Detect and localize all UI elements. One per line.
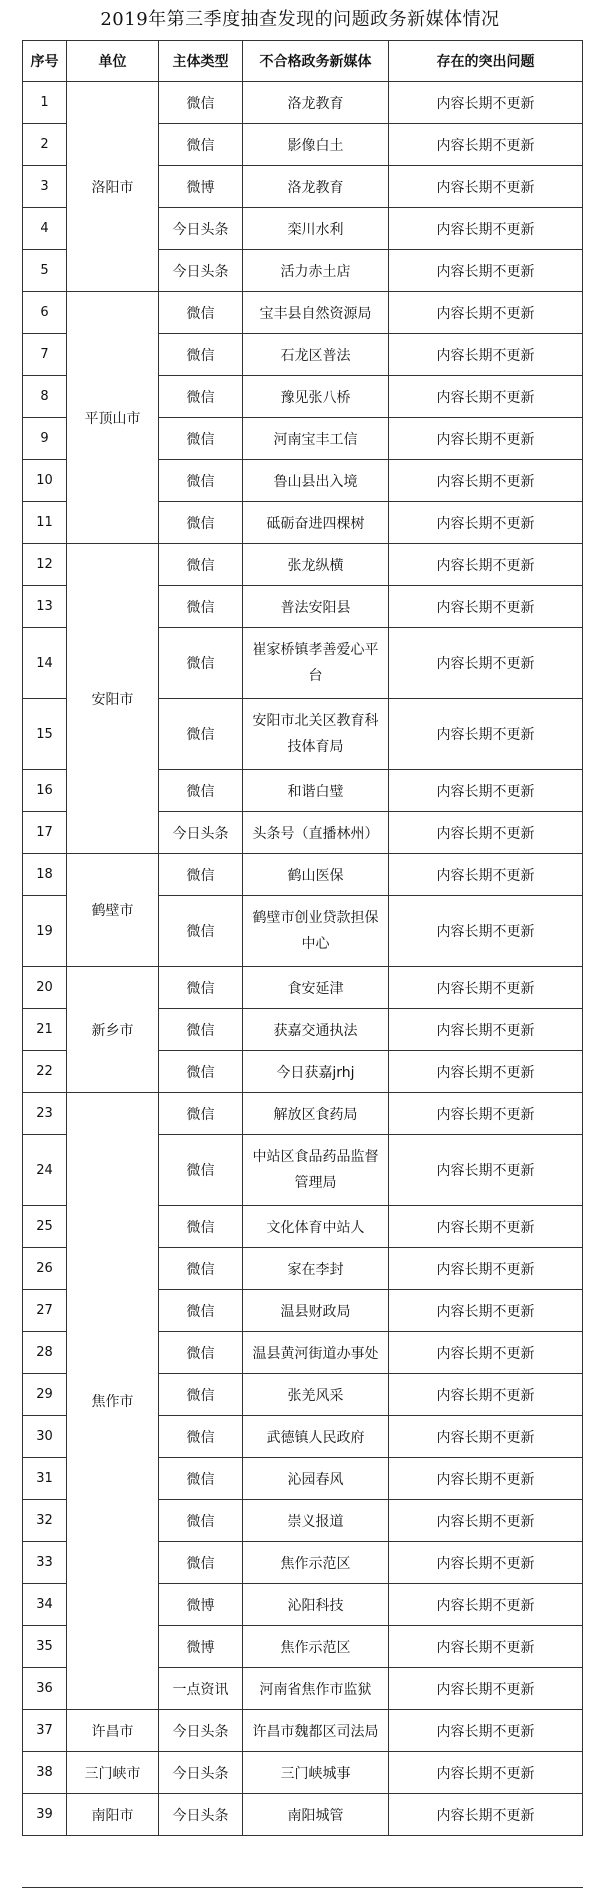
cell-no: 33	[23, 1542, 67, 1584]
cell-media: 今日获嘉jrhj	[243, 1051, 389, 1093]
cell-problem: 内容长期不更新	[389, 1135, 583, 1206]
table-row	[23, 1093, 583, 1135]
cell-no: 25	[23, 1206, 67, 1248]
cell-problem: 内容长期不更新	[389, 812, 583, 854]
cell-type: 微信	[159, 1416, 243, 1458]
cell-media: 解放区食药局	[243, 1093, 389, 1135]
cell-type: 今日头条	[159, 1794, 243, 1836]
cell-type: 微信	[159, 460, 243, 502]
cell-problem: 内容长期不更新	[389, 1290, 583, 1332]
cell-unit: 新乡市	[67, 967, 159, 1093]
cell-media: 影像白土	[243, 124, 389, 166]
cell-problem: 内容长期不更新	[389, 967, 583, 1009]
cell-problem: 内容长期不更新	[389, 460, 583, 502]
cell-type: 微信	[159, 854, 243, 896]
cell-type: 微信	[159, 699, 243, 770]
cell-type: 微信	[159, 1051, 243, 1093]
cell-problem: 内容长期不更新	[389, 82, 583, 124]
cell-type: 微博	[159, 166, 243, 208]
cell-problem: 内容长期不更新	[389, 1500, 583, 1542]
cell-problem: 内容长期不更新	[389, 292, 583, 334]
cell-media: 和谐白璧	[243, 770, 389, 812]
table-row	[23, 1794, 583, 1836]
cell-no: 38	[23, 1752, 67, 1794]
cell-no: 23	[23, 1093, 67, 1135]
cell-type: 微博	[159, 1626, 243, 1668]
cell-type: 今日头条	[159, 250, 243, 292]
cell-type: 微信	[159, 418, 243, 460]
cell-media: 沁园春风	[243, 1458, 389, 1500]
table-row	[23, 967, 583, 1009]
cell-type: 微信	[159, 502, 243, 544]
cell-problem: 内容长期不更新	[389, 1206, 583, 1248]
cell-type: 微信	[159, 1332, 243, 1374]
header-unit: 单位	[67, 41, 159, 82]
cell-type: 微信	[159, 292, 243, 334]
cell-no: 18	[23, 854, 67, 896]
table-bottom-border	[22, 1887, 583, 1888]
cell-type: 微信	[159, 1248, 243, 1290]
cell-no: 39	[23, 1794, 67, 1836]
cell-problem: 内容长期不更新	[389, 1051, 583, 1093]
cell-type: 今日头条	[159, 1752, 243, 1794]
cell-no: 26	[23, 1248, 67, 1290]
cell-media: 宝丰县自然资源局	[243, 292, 389, 334]
cell-no: 34	[23, 1584, 67, 1626]
cell-media: 鹤壁市创业贷款担保中心	[243, 896, 389, 967]
cell-no: 37	[23, 1710, 67, 1752]
header-no: 序号	[23, 41, 67, 82]
cell-type: 微信	[159, 1093, 243, 1135]
cell-no: 30	[23, 1416, 67, 1458]
cell-no: 35	[23, 1626, 67, 1668]
cell-media: 头条号（直播林州）	[243, 812, 389, 854]
cell-media: 石龙区普法	[243, 334, 389, 376]
cell-type: 微信	[159, 1542, 243, 1584]
cell-problem: 内容长期不更新	[389, 1416, 583, 1458]
cell-media: 焦作示范区	[243, 1542, 389, 1584]
cell-problem: 内容长期不更新	[389, 1374, 583, 1416]
cell-no: 12	[23, 544, 67, 586]
cell-type: 微信	[159, 586, 243, 628]
cell-media: 洛龙教育	[243, 82, 389, 124]
cell-type: 一点资讯	[159, 1668, 243, 1710]
cell-problem: 内容长期不更新	[389, 502, 583, 544]
cell-type: 微信	[159, 1374, 243, 1416]
cell-problem: 内容长期不更新	[389, 1332, 583, 1374]
cell-problem: 内容长期不更新	[389, 1458, 583, 1500]
cell-media: 武德镇人民政府	[243, 1416, 389, 1458]
cell-type: 微信	[159, 334, 243, 376]
cell-type: 微博	[159, 1584, 243, 1626]
cell-no: 36	[23, 1668, 67, 1710]
cell-no: 20	[23, 967, 67, 1009]
cell-media: 许昌市魏都区司法局	[243, 1710, 389, 1752]
cell-no: 7	[23, 334, 67, 376]
header-type: 主体类型	[159, 41, 243, 82]
cell-media: 河南宝丰工信	[243, 418, 389, 460]
cell-no: 32	[23, 1500, 67, 1542]
cell-problem: 内容长期不更新	[389, 1752, 583, 1794]
cell-problem: 内容长期不更新	[389, 896, 583, 967]
table-row	[23, 854, 583, 896]
cell-no: 21	[23, 1009, 67, 1051]
table-row	[23, 292, 583, 334]
cell-no: 16	[23, 770, 67, 812]
cell-no: 10	[23, 460, 67, 502]
cell-media: 温县黄河街道办事处	[243, 1332, 389, 1374]
cell-unit: 许昌市	[67, 1710, 159, 1752]
table-row	[23, 1752, 583, 1794]
cell-media: 文化体育中站人	[243, 1206, 389, 1248]
cell-media: 温县财政局	[243, 1290, 389, 1332]
cell-type: 微信	[159, 376, 243, 418]
cell-no: 2	[23, 124, 67, 166]
cell-unit: 三门峡市	[67, 1752, 159, 1794]
page-title: 2019年第三季度抽查发现的问题政务新媒体情况	[100, 9, 500, 30]
cell-problem: 内容长期不更新	[389, 699, 583, 770]
cell-problem: 内容长期不更新	[389, 1248, 583, 1290]
cell-type: 微信	[159, 124, 243, 166]
cell-problem: 内容长期不更新	[389, 1710, 583, 1752]
header-media: 不合格政务新媒体	[243, 41, 389, 82]
cell-no: 4	[23, 208, 67, 250]
cell-problem: 内容长期不更新	[389, 1093, 583, 1135]
cell-media: 豫见张八桥	[243, 376, 389, 418]
cell-type: 微信	[159, 896, 243, 967]
cell-unit: 安阳市	[67, 544, 159, 854]
media-table	[22, 40, 583, 1836]
cell-problem: 内容长期不更新	[389, 166, 583, 208]
cell-problem: 内容长期不更新	[389, 124, 583, 166]
cell-problem: 内容长期不更新	[389, 544, 583, 586]
cell-problem: 内容长期不更新	[389, 418, 583, 460]
cell-type: 微信	[159, 1135, 243, 1206]
cell-problem: 内容长期不更新	[389, 1794, 583, 1836]
cell-no: 11	[23, 502, 67, 544]
cell-unit: 鹤壁市	[67, 854, 159, 967]
cell-no: 1	[23, 82, 67, 124]
table-row	[23, 544, 583, 586]
cell-type: 微信	[159, 1458, 243, 1500]
cell-no: 13	[23, 586, 67, 628]
cell-type: 微信	[159, 1290, 243, 1332]
cell-no: 3	[23, 166, 67, 208]
cell-type: 微信	[159, 1009, 243, 1051]
cell-no: 14	[23, 628, 67, 699]
cell-type: 微信	[159, 770, 243, 812]
cell-no: 27	[23, 1290, 67, 1332]
cell-problem: 内容长期不更新	[389, 250, 583, 292]
cell-media: 栾川水利	[243, 208, 389, 250]
cell-media: 砥砺奋进四棵树	[243, 502, 389, 544]
cell-type: 微信	[159, 544, 243, 586]
cell-media: 洛龙教育	[243, 166, 389, 208]
cell-media: 获嘉交通执法	[243, 1009, 389, 1051]
cell-no: 17	[23, 812, 67, 854]
cell-media: 食安延津	[243, 967, 389, 1009]
cell-problem: 内容长期不更新	[389, 628, 583, 699]
cell-problem: 内容长期不更新	[389, 1542, 583, 1584]
cell-unit: 洛阳市	[67, 82, 159, 292]
cell-type: 微信	[159, 628, 243, 699]
cell-problem: 内容长期不更新	[389, 770, 583, 812]
table-header-row	[23, 41, 583, 82]
cell-no: 6	[23, 292, 67, 334]
cell-unit: 平顶山市	[67, 292, 159, 544]
cell-no: 5	[23, 250, 67, 292]
cell-problem: 内容长期不更新	[389, 1626, 583, 1668]
cell-media: 鲁山县出入境	[243, 460, 389, 502]
cell-media: 普法安阳县	[243, 586, 389, 628]
cell-type: 微信	[159, 967, 243, 1009]
cell-no: 9	[23, 418, 67, 460]
table-row	[23, 1710, 583, 1752]
cell-media: 焦作示范区	[243, 1626, 389, 1668]
cell-media: 张羌风采	[243, 1374, 389, 1416]
cell-media: 安阳市北关区教育科技体育局	[243, 699, 389, 770]
cell-media: 河南省焦作市监狱	[243, 1668, 389, 1710]
cell-media: 中站区食品药品监督管理局	[243, 1135, 389, 1206]
cell-no: 15	[23, 699, 67, 770]
cell-no: 19	[23, 896, 67, 967]
cell-media: 南阳城管	[243, 1794, 389, 1836]
cell-problem: 内容长期不更新	[389, 334, 583, 376]
cell-media: 张龙纵横	[243, 544, 389, 586]
cell-type: 微信	[159, 82, 243, 124]
cell-type: 今日头条	[159, 1710, 243, 1752]
cell-media: 家在李封	[243, 1248, 389, 1290]
cell-problem: 内容长期不更新	[389, 1584, 583, 1626]
cell-no: 24	[23, 1135, 67, 1206]
cell-no: 8	[23, 376, 67, 418]
cell-unit: 焦作市	[67, 1093, 159, 1710]
cell-problem: 内容长期不更新	[389, 1668, 583, 1710]
cell-no: 29	[23, 1374, 67, 1416]
cell-no: 22	[23, 1051, 67, 1093]
cell-media: 三门峡城事	[243, 1752, 389, 1794]
table-row	[23, 82, 583, 124]
cell-media: 活力赤土店	[243, 250, 389, 292]
header-problem: 存在的突出问题	[389, 41, 583, 82]
cell-no: 31	[23, 1458, 67, 1500]
cell-unit: 南阳市	[67, 1794, 159, 1836]
table-body	[23, 82, 583, 1836]
cell-problem: 内容长期不更新	[389, 854, 583, 896]
cell-problem: 内容长期不更新	[389, 1009, 583, 1051]
cell-type: 微信	[159, 1500, 243, 1542]
cell-media: 鹤山医保	[243, 854, 389, 896]
cell-problem: 内容长期不更新	[389, 586, 583, 628]
cell-media: 沁阳科技	[243, 1584, 389, 1626]
cell-problem: 内容长期不更新	[389, 208, 583, 250]
cell-media: 崇义报道	[243, 1500, 389, 1542]
cell-type: 微信	[159, 1206, 243, 1248]
cell-type: 今日头条	[159, 812, 243, 854]
cell-no: 28	[23, 1332, 67, 1374]
cell-type: 今日头条	[159, 208, 243, 250]
cell-problem: 内容长期不更新	[389, 376, 583, 418]
cell-media: 崔家桥镇孝善爱心平台	[243, 628, 389, 699]
